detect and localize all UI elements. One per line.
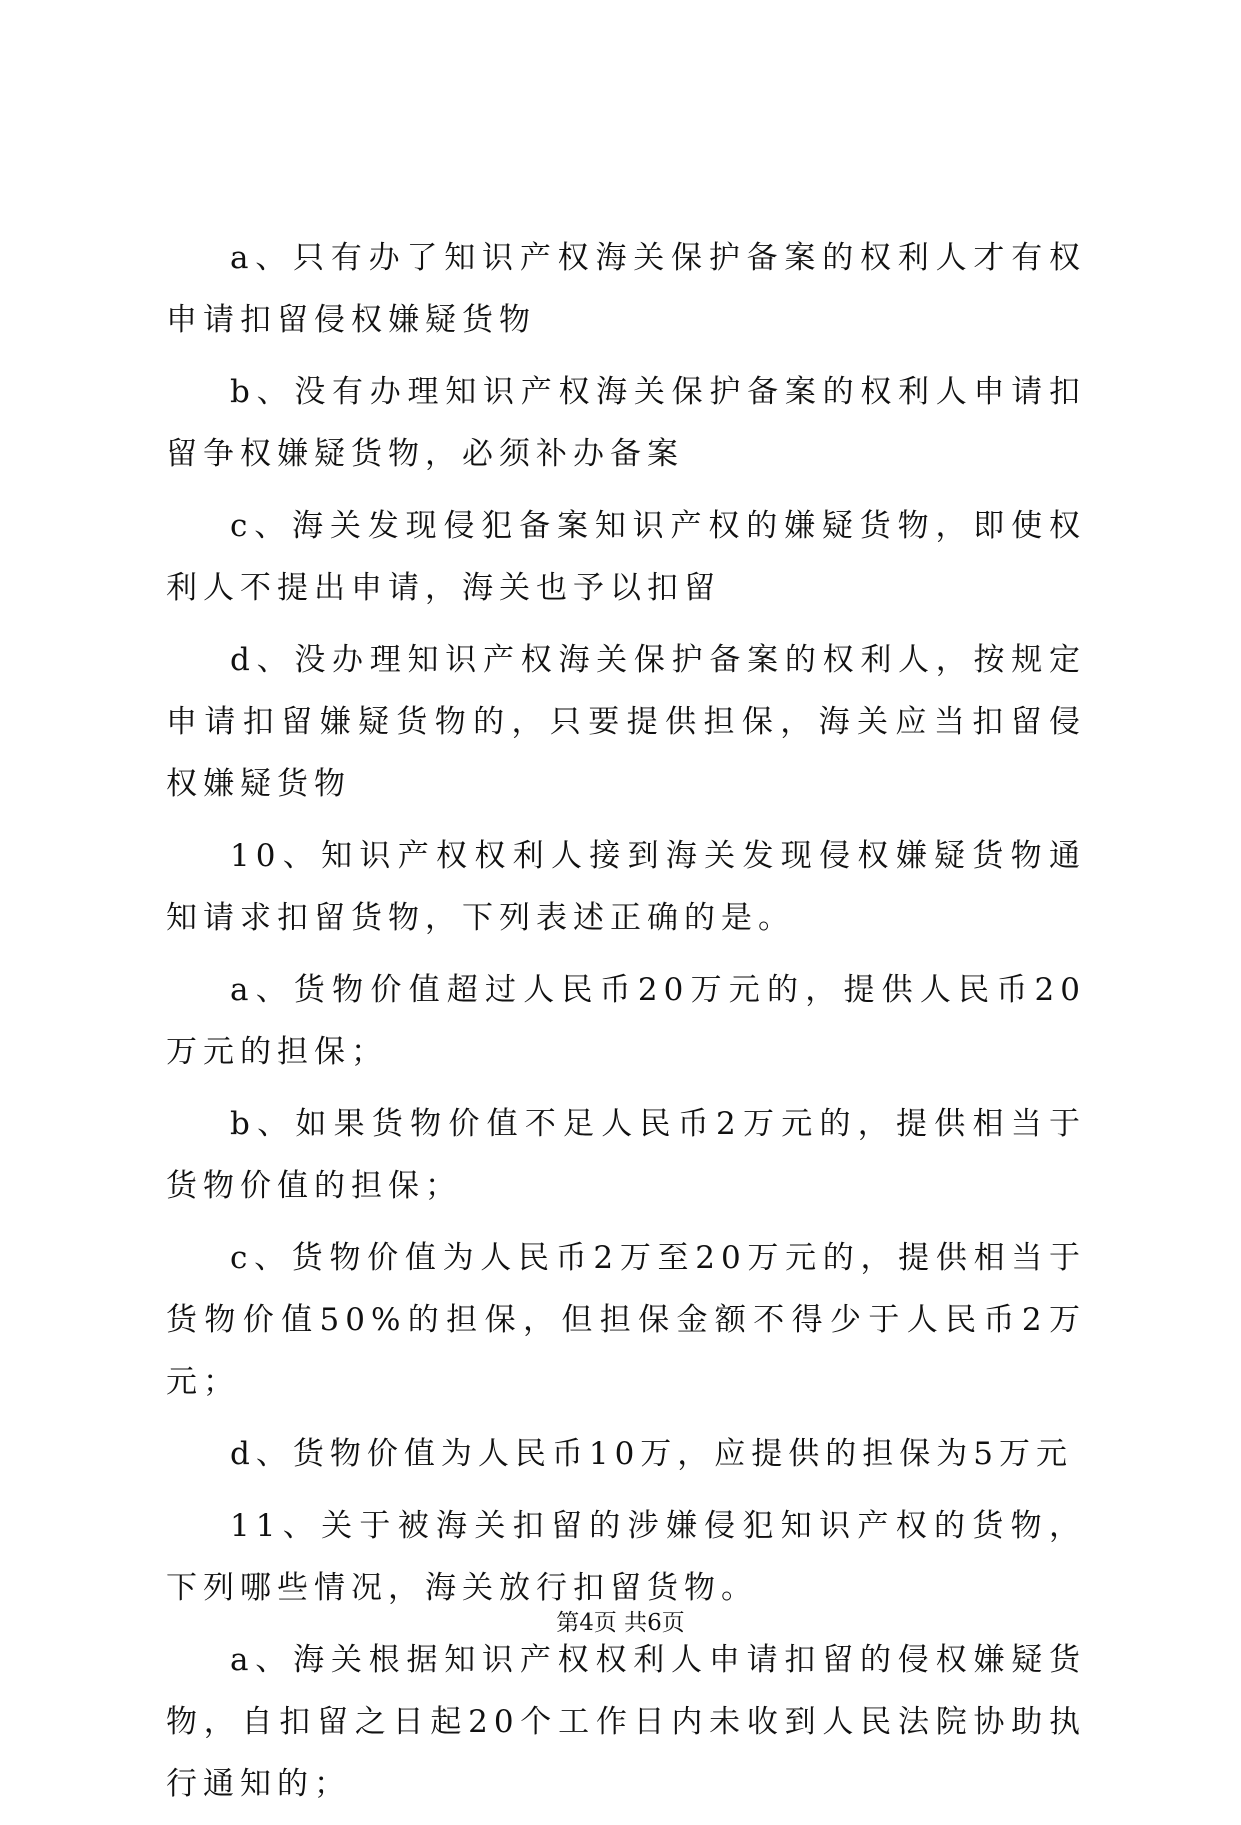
- option-paragraph: a、只有办了知识产权海关保护备案的权利人才有权申请扣留侵权嫌疑货物: [166, 240, 1086, 338]
- question-paragraph: 10、知识产权权利人接到海关发现侵权嫌疑货物通知请求扣留货物，下列表述正确的是。: [166, 838, 1086, 936]
- option-paragraph: b、如果货物价值不足人民币2万元的，提供相当于货物价值的担保；: [166, 1106, 1086, 1204]
- option-paragraph: a、海关根据知识产权权利人申请扣留的侵权嫌疑货物，自扣留之日起20个工作日内未收到人民法院协助执行通知的；: [166, 1642, 1086, 1802]
- document-body: [166, 227, 1086, 1825]
- option-paragraph: d、货物价值为人民币10万，应提供的担保为5万元: [230, 1436, 1074, 1472]
- option-paragraph: c、海关发现侵犯备案知识产权的嫌疑货物，即使权利人不提出申请，海关也予以扣留: [166, 508, 1086, 606]
- page-number-footer: 第4页 共6页: [556, 1610, 685, 1636]
- option-paragraph: b、没有办理知识产权海关保护备案的权利人申请扣留争权嫌疑货物，必须补办备案: [166, 374, 1086, 472]
- question-paragraph: 11、关于被海关扣留的涉嫌侵犯知识产权的货物，下列哪些情况，海关放行扣留货物。: [166, 1508, 1086, 1606]
- option-paragraph: a、货物价值超过人民币20万元的，提供人民币20万元的担保；: [166, 972, 1086, 1070]
- option-paragraph: d、没办理知识产权海关保护备案的权利人，按规定申请扣留嫌疑货物的，只要提供担保，海关应当扣留侵权嫌疑货物: [166, 642, 1086, 802]
- option-paragraph: c、货物价值为人民币2万至20万元的，提供相当于货物价值50%的担保，但担保金额不得少于人民币2万元；: [166, 1240, 1086, 1400]
